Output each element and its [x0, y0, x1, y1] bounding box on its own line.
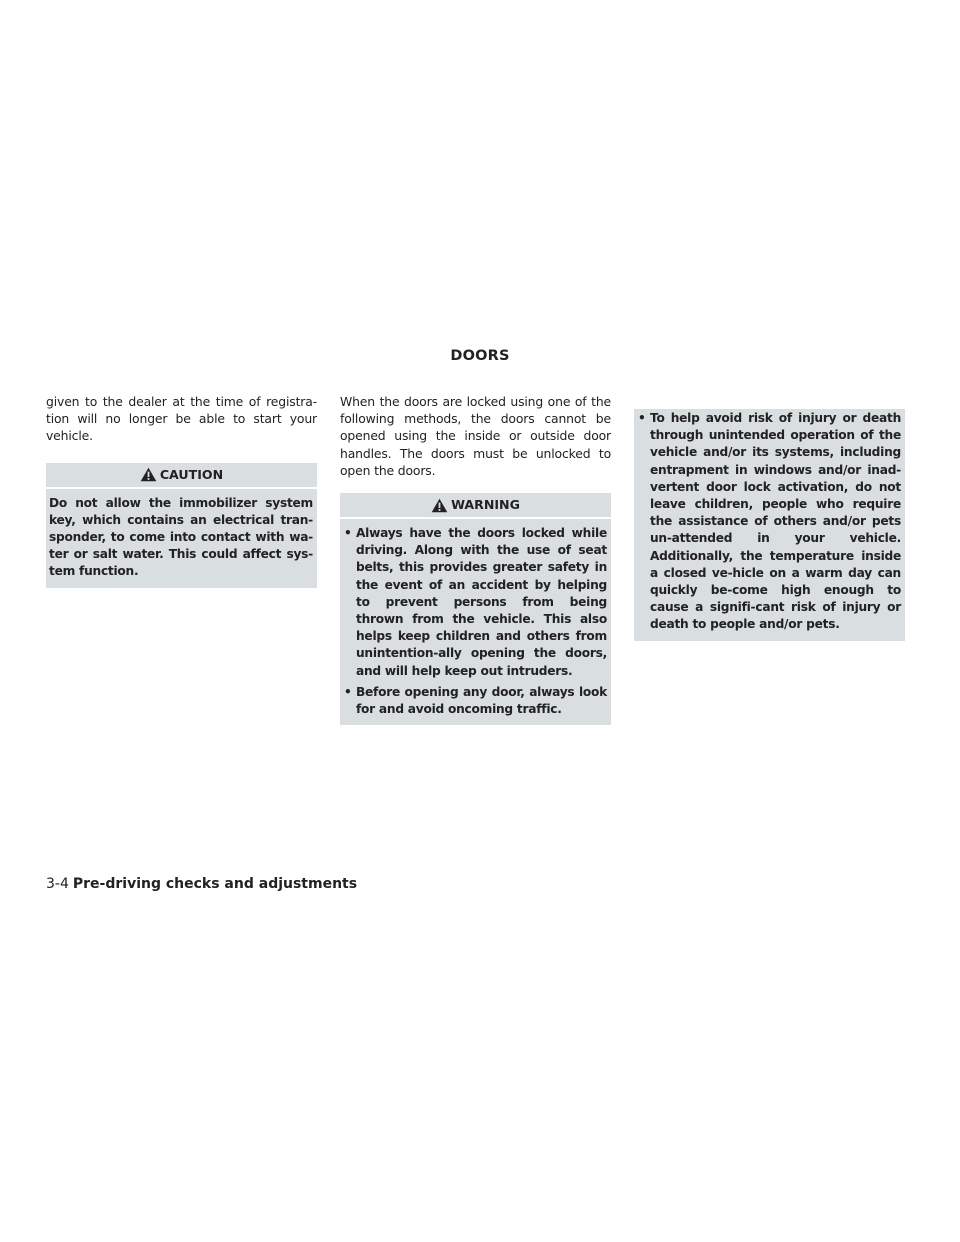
page-number: 3-4 [46, 876, 69, 892]
list-item-text: Before opening any door, always look for and avoid oncoming traffic. [356, 684, 607, 717]
caution-label: CAUTION [159, 467, 224, 482]
list-item-text: Always have the doors locked while driving. Along with the use of seat belts, this provides greater safety in the event of an accident by helping to prevent persons from being thrown from the vehicle. This also helps keep children and others from unintention-ally opening the doors, and will help keep out intruders. [356, 526, 607, 678]
left-column [46, 393, 317, 588]
bullet: • [344, 526, 352, 541]
section-title: DOORS [450, 348, 510, 364]
warning-continued-list [637, 410, 901, 634]
warning-list [343, 525, 607, 718]
bullet: • [638, 411, 646, 425]
page-footer [46, 876, 357, 892]
warning-continued-box [634, 409, 905, 641]
warning-label: WARNING [451, 497, 520, 513]
warning-continued-body [634, 409, 905, 641]
warning-triangle-icon [140, 467, 157, 482]
warning-header [340, 493, 611, 519]
caution-box [46, 463, 317, 588]
caution-header [46, 463, 317, 489]
warning-body [340, 519, 611, 725]
right-column [634, 409, 905, 641]
caution-text: Do not allow the immobilizer system key, which contains an electrical tran-sponder, to come into contact with wa-ter or salt water. This could affect sys-tem function. [49, 495, 313, 579]
list-item [637, 410, 901, 634]
list-item [343, 525, 607, 680]
left-paragraph: given to the dealer at the time of registra-tion will no longer be able to start your vehicle. [46, 394, 317, 444]
list-item-text: To help avoid risk of injury or death through unintended operation of the vehicle and/or its systems, including entrapment in windows and/or inad-vertent door lock activation, do not leave children, people who require the assistance of others and/or pets un-attended in your vehicle. Additionally, the temperature inside a closed ve-hicle on a warm day can quickly be-come high enough to cause a signifi-cant risk of injury or death to people and/or pets. [650, 411, 901, 632]
chapter-title: Pre-driving checks and adjustments [72, 876, 358, 892]
bullet: • [344, 684, 352, 699]
middle-paragraph: When the doors are locked using one of the following methods, the doors cannot be opened using the inside or outside door handles. The doors must be unlocked to open the doors. [340, 394, 611, 478]
middle-column [340, 393, 611, 725]
warning-triangle-icon [431, 498, 448, 513]
warning-box [340, 493, 611, 725]
list-item [343, 684, 607, 718]
